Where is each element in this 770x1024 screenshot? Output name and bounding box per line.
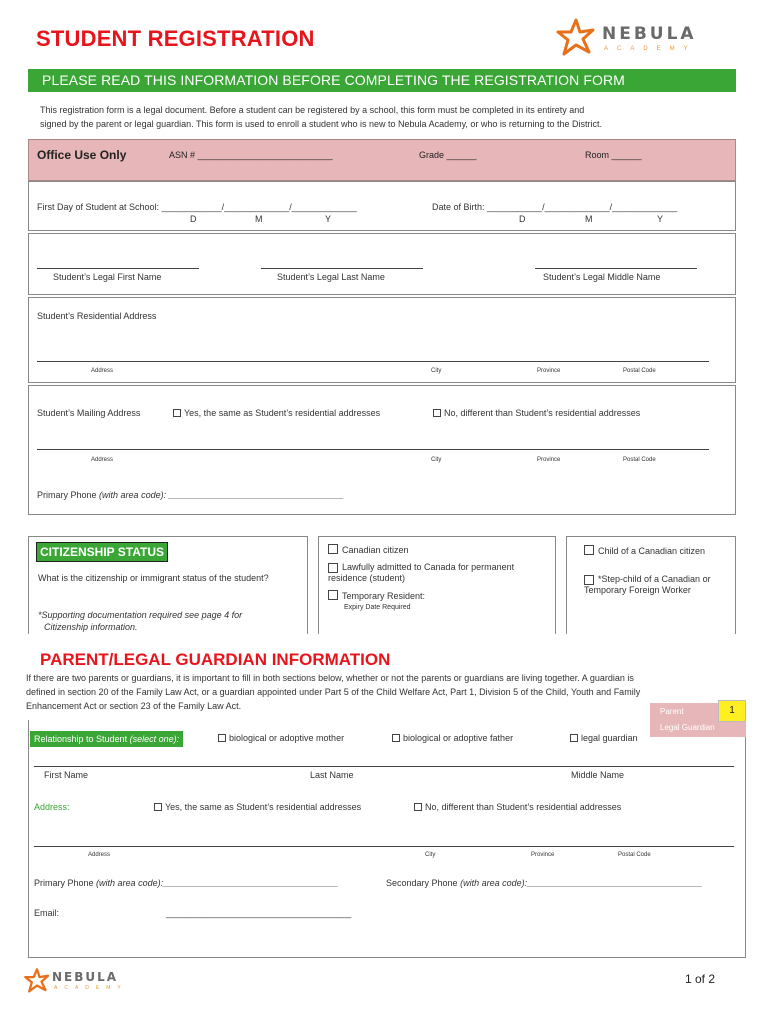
- checkbox-icon[interactable]: [328, 590, 338, 600]
- page-number: 1 of 2: [685, 972, 716, 986]
- checkbox-icon[interactable]: [154, 803, 162, 811]
- child-citizen-option[interactable]: Child of a Canadian citizen: [584, 545, 705, 556]
- parent-email-label: Email:: [34, 908, 60, 918]
- nebula-star-icon: [556, 18, 596, 58]
- info-banner: PLEASE READ THIS INFORMATION BEFORE COMPLETING THE REGISTRATION FORM: [28, 69, 736, 92]
- parent-address-field-label: Address: [88, 852, 111, 858]
- parent-postal-label: Postal Code: [618, 852, 651, 858]
- res-province-label: Province: [537, 368, 561, 374]
- last-name-label: Student’s Legal Last Name: [277, 272, 385, 282]
- dob-field[interactable]: Date of Birth: ___________/_____________/_____________: [432, 202, 678, 212]
- citizenship-note: *Supporting documentation required see page 4 for: [38, 610, 243, 620]
- mailing-box: [28, 385, 736, 515]
- res-postal-label: Postal Code: [623, 368, 656, 374]
- parent-number[interactable]: 1: [718, 700, 746, 722]
- residential-address-line[interactable]: [37, 361, 709, 362]
- first-day-field[interactable]: First Day of Student at School: ____________/_____________/_____________: [37, 202, 357, 212]
- parent-heading: PARENT/LEGAL GUARDIAN INFORMATION: [40, 650, 391, 669]
- mail-address-label: Address: [91, 457, 114, 463]
- mail-province-label: Province: [537, 457, 561, 463]
- res-address-label: Address: [91, 368, 114, 374]
- checkbox-icon[interactable]: [328, 563, 338, 573]
- parent-name-line[interactable]: [34, 766, 734, 767]
- asn-field[interactable]: ASN # ___________________________: [169, 150, 333, 160]
- mail-postal-label: Postal Code: [623, 457, 656, 463]
- intro-text: This registration form is a legal document. Before a student can be registered by a school, this form must be completed in its entirety and signed by the parent or legal guardian. This form is used to enroll a student who is new to Nebula Academy, or who is returning to the District.: [40, 105, 602, 129]
- mail-city-label: City: [431, 457, 442, 463]
- footer-logo-word: NEBULA: [52, 970, 119, 984]
- parent-type-box: [650, 703, 746, 737]
- first-day-d: D: [190, 214, 197, 224]
- opt-mother[interactable]: biological or adoptive mother: [218, 733, 344, 743]
- opt-father[interactable]: biological or adoptive father: [392, 733, 513, 743]
- res-city-label: City: [431, 368, 442, 374]
- residential-title: Student’s Residential Address: [37, 311, 157, 321]
- parent-address-label: Address:: [34, 802, 70, 812]
- citizenship-note-2: Citizenship information.: [44, 622, 138, 632]
- logo-sub: ACADEMY: [604, 46, 697, 52]
- office-use-box: [28, 139, 736, 181]
- stepchild-option[interactable]: *Step-child of a Canadian or Temporary Foreign Worker: [584, 574, 711, 595]
- parent-addr-yes[interactable]: Yes, the same as Student’s residential addresses: [154, 802, 361, 812]
- parent-type-parent: Parent: [660, 707, 684, 716]
- dob-y: Y: [657, 214, 664, 224]
- last-name-line[interactable]: [261, 268, 423, 269]
- nebula-star-icon: [24, 968, 50, 994]
- parent-description: If there are two parents or guardians, it is important to fill in both sections below, whether or not the parents or guardians are living together. A guardian is defined in section 20 of the Family Law Act, or a guardian appointed under Part 5 of the Child Welfare Act, Part 1, Division 5 of the Child, Youth and Family Enhancement Act or section 23 of the Family Law Act.: [26, 673, 641, 711]
- middle-name-line[interactable]: [535, 268, 697, 269]
- parent-email-field[interactable]: _____________________________________: [166, 908, 352, 918]
- opt-guardian[interactable]: legal guardian: [570, 733, 638, 743]
- first-name-label: Student’s Legal First Name: [53, 272, 162, 282]
- checkbox-icon[interactable]: [218, 734, 226, 742]
- citizenship-heading: CITIZENSHIP STATUS: [36, 542, 168, 562]
- first-day-m: M: [255, 214, 263, 224]
- primary-phone-field[interactable]: Primary Phone (with area code): ___________________________________: [37, 490, 344, 500]
- footer-logo: [24, 966, 134, 1000]
- parent-first-name-label: First Name: [44, 770, 89, 780]
- middle-name-label: Student’s Legal Middle Name: [543, 272, 661, 282]
- mailing-yes-option[interactable]: Yes, the same as Student’s residential addresses: [173, 408, 380, 418]
- parent-addr-no[interactable]: No, different than Student’s residential addresses: [414, 802, 621, 812]
- parent-secondary-phone[interactable]: Secondary Phone (with area code):___________________________________: [386, 878, 703, 888]
- logo-word: NEBULA: [602, 24, 697, 44]
- citizenship-question: What is the citizenship or immigrant status of the student?: [38, 573, 269, 583]
- checkbox-icon[interactable]: [584, 575, 594, 585]
- parent-box: [28, 720, 746, 958]
- nebula-logo: [556, 18, 716, 62]
- parent-last-name-label: Last Name: [310, 770, 354, 780]
- dob-d: D: [519, 214, 526, 224]
- residential-box: [28, 297, 736, 383]
- office-use-label: Office Use Only: [37, 148, 127, 162]
- checkbox-icon[interactable]: [328, 544, 338, 554]
- checkbox-icon[interactable]: [173, 409, 181, 417]
- mailing-title: Student’s Mailing Address: [37, 408, 141, 418]
- dob-m: M: [585, 214, 593, 224]
- checkbox-icon[interactable]: [584, 545, 594, 555]
- names-box: [28, 233, 736, 295]
- page-title: STUDENT REGISTRATION: [36, 26, 315, 51]
- temporary-option[interactable]: Temporary Resident:: [328, 590, 425, 601]
- grade-field[interactable]: Grade ______: [419, 150, 477, 160]
- mailing-address-line[interactable]: [37, 449, 709, 450]
- checkbox-icon[interactable]: [570, 734, 578, 742]
- expiry-label: Expiry Date Required: [344, 604, 411, 611]
- room-field[interactable]: Room ______: [585, 150, 642, 160]
- parent-province-label: Province: [531, 852, 555, 858]
- checkbox-icon[interactable]: [433, 409, 441, 417]
- first-day-y: Y: [325, 214, 332, 224]
- dates-box: [28, 181, 736, 231]
- checkbox-icon[interactable]: [392, 734, 400, 742]
- checkbox-icon[interactable]: [414, 803, 422, 811]
- relationship-label: Relationship to Student (select one):: [30, 731, 183, 747]
- parent-middle-name-label: Middle Name: [571, 770, 625, 780]
- parent-primary-phone[interactable]: Primary Phone (with area code):___________________________________: [34, 878, 339, 888]
- first-name-line[interactable]: [37, 268, 199, 269]
- footer-logo-sub: ACADEMY: [54, 985, 128, 991]
- parent-city-label: City: [425, 852, 436, 858]
- mailing-no-option[interactable]: No, different than Student’s residential addresses: [433, 408, 640, 418]
- lawful-option[interactable]: Lawfully admitted to Canada for permanent residence (student): [328, 562, 515, 583]
- parent-address-line[interactable]: [34, 846, 734, 847]
- canadian-option[interactable]: Canadian citizen: [328, 544, 409, 555]
- parent-type-guardian: Legal Guardian: [660, 723, 715, 732]
